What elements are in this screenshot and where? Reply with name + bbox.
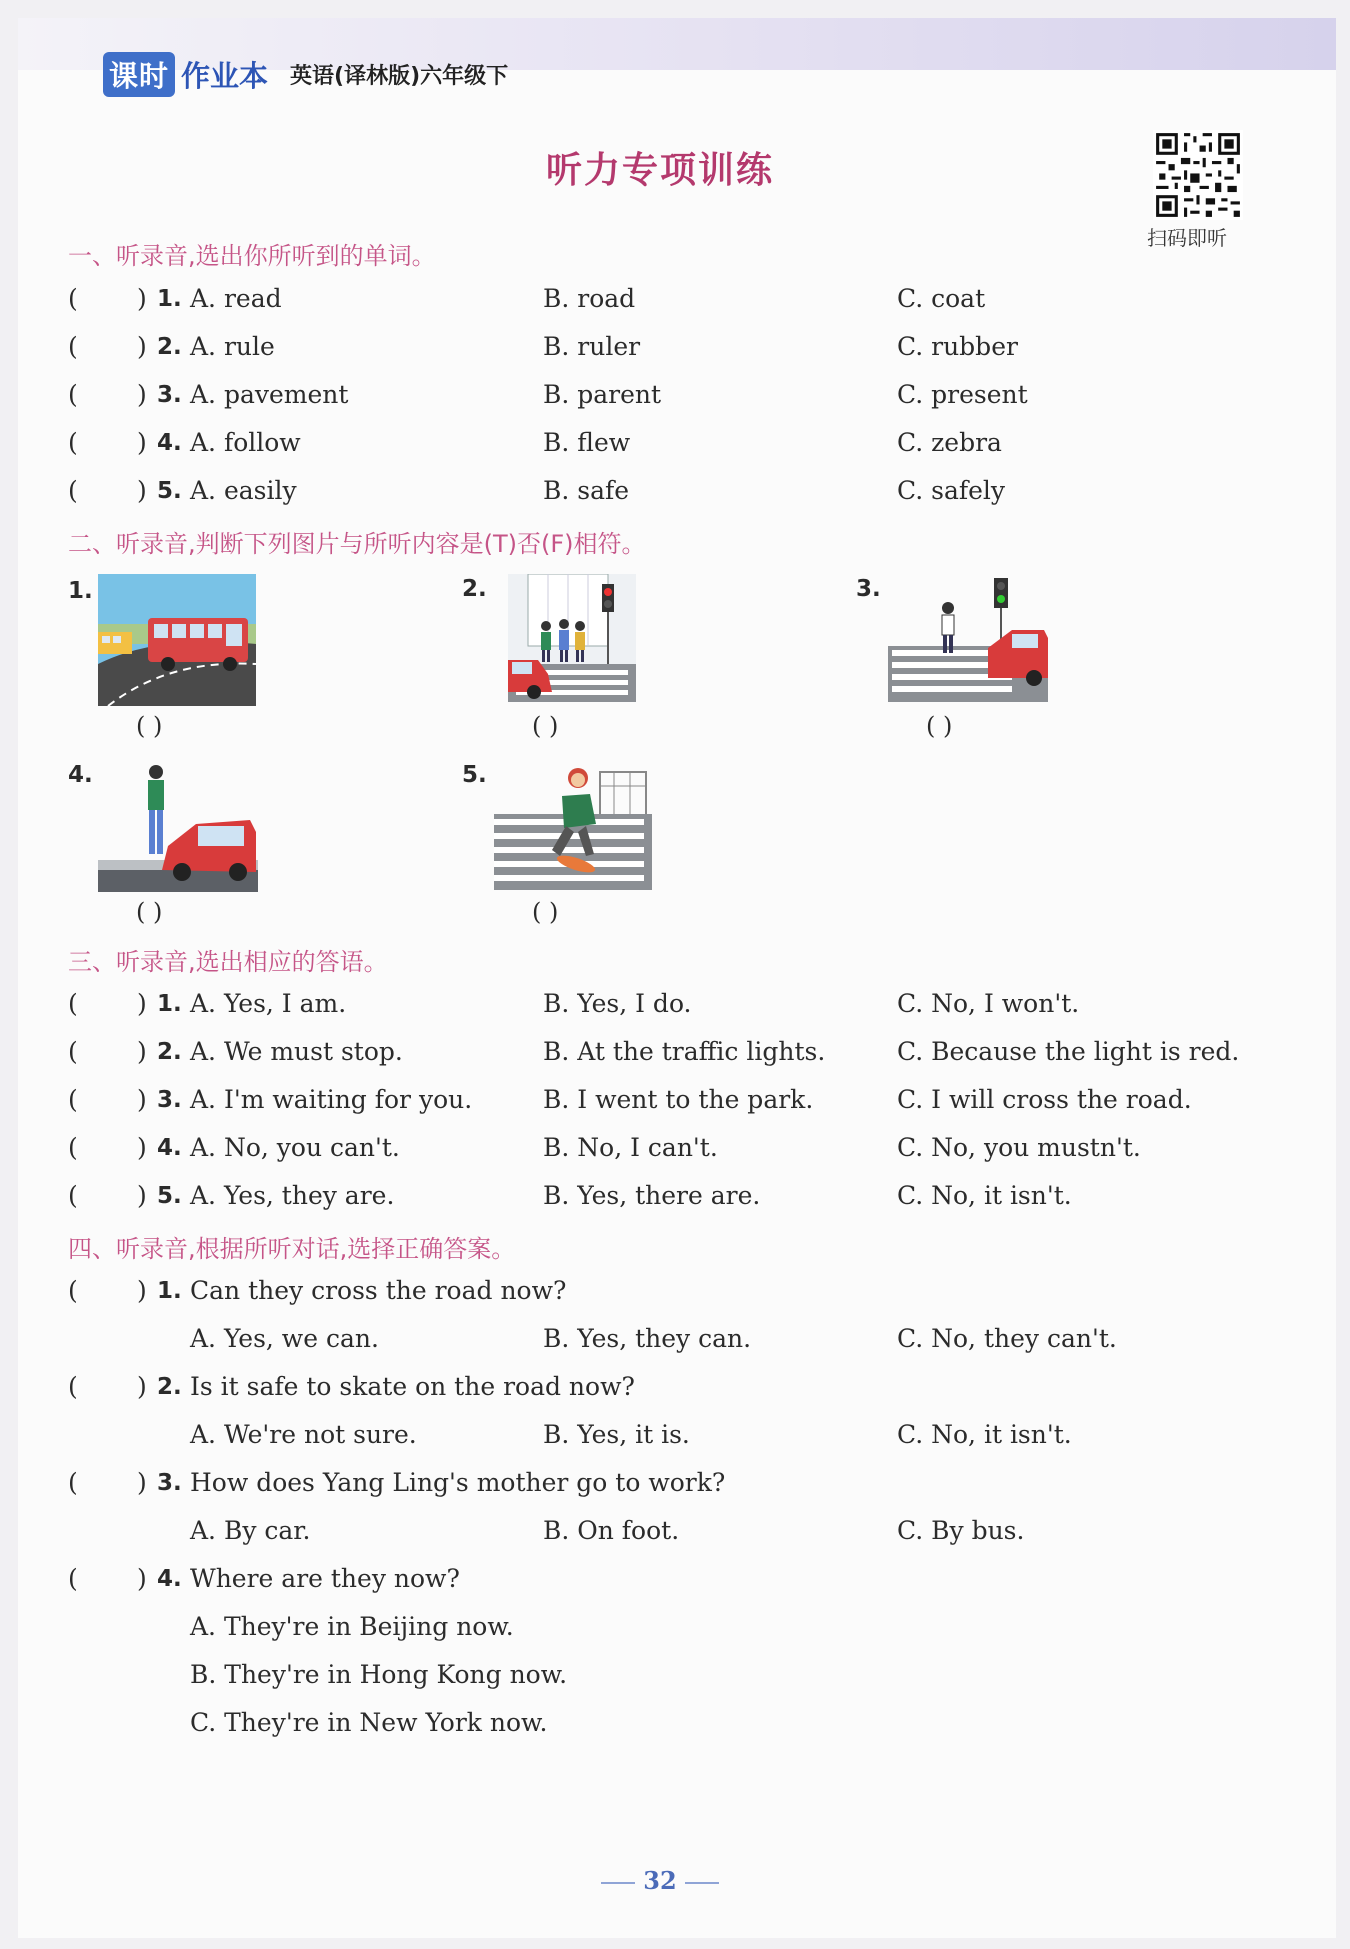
page-footer bbox=[0, 1866, 1320, 1895]
question-number: 5. bbox=[157, 1183, 182, 1209]
s4-options-row bbox=[0, 1324, 1350, 1364]
answer-paren-close: ) bbox=[137, 428, 147, 457]
question-number: 1. bbox=[157, 991, 182, 1017]
option-b: B. They're in Hong Kong now. bbox=[190, 1660, 568, 1689]
option-a: A. read bbox=[190, 284, 282, 313]
answer-paren-open[interactable]: ( bbox=[68, 1037, 78, 1066]
option-b: B. Yes, there are. bbox=[543, 1181, 761, 1210]
answer-paren-open[interactable]: ( bbox=[68, 284, 78, 313]
option-b: B. Yes, it is. bbox=[543, 1420, 690, 1449]
section-2-heading: 二、听录音,判断下列图片与所听内容是(T)否(F)相符。 bbox=[68, 530, 646, 558]
option-a: A. By car. bbox=[190, 1516, 311, 1545]
section-3-heading: 三、听录音,选出相应的答语。 bbox=[68, 948, 388, 976]
option-c: C. No, it isn't. bbox=[897, 1181, 1072, 1210]
s3-question-row bbox=[0, 1085, 1350, 1125]
option-c: C. By bus. bbox=[897, 1516, 1025, 1545]
option-c: C. rubber bbox=[897, 332, 1018, 361]
answer-paren-close: ) bbox=[137, 1372, 147, 1401]
option-c: C. No, they can't. bbox=[897, 1324, 1117, 1353]
option-a: A. rule bbox=[190, 332, 275, 361]
question-text: Where are they now? bbox=[190, 1564, 460, 1593]
answer-paren-open[interactable]: ( bbox=[68, 380, 78, 409]
option-b: B. At the traffic lights. bbox=[543, 1037, 826, 1066]
question-number: 2. bbox=[157, 1039, 182, 1065]
answer-paren-open[interactable]: ( bbox=[68, 1181, 78, 1210]
answer-blank[interactable]: ( ) bbox=[136, 898, 163, 926]
s1-question-row bbox=[0, 284, 1350, 324]
option-b: B. parent bbox=[543, 380, 662, 409]
option-c: C. No, I won't. bbox=[897, 989, 1080, 1018]
option-c: C. They're in New York now. bbox=[190, 1708, 548, 1737]
boy-crossing-picture-icon bbox=[888, 578, 1048, 702]
question-number: 4. bbox=[157, 1566, 182, 1592]
option-a: A. No, you can't. bbox=[190, 1133, 400, 1162]
answer-paren-open[interactable]: ( bbox=[68, 428, 78, 457]
answer-paren-open[interactable]: ( bbox=[68, 476, 78, 505]
option-b: B. No, I can't. bbox=[543, 1133, 718, 1162]
answer-paren-open[interactable]: ( bbox=[68, 1085, 78, 1114]
option-c: C. coat bbox=[897, 284, 986, 313]
option-b: B. ruler bbox=[543, 332, 641, 361]
footer-dash-left bbox=[601, 1882, 635, 1884]
answer-blank[interactable]: ( ) bbox=[532, 712, 559, 740]
answer-paren-open[interactable]: ( bbox=[68, 1133, 78, 1162]
question-number: 4. bbox=[157, 430, 182, 456]
option-a: A. easily bbox=[190, 476, 297, 505]
option-a: A. pavement bbox=[190, 380, 349, 409]
answer-paren-open[interactable]: ( bbox=[68, 1564, 78, 1593]
footer-dash-right bbox=[685, 1882, 719, 1884]
picture-number: 1. bbox=[68, 578, 93, 604]
answer-paren-open[interactable]: ( bbox=[68, 989, 78, 1018]
answer-paren-open[interactable]: ( bbox=[68, 1372, 78, 1401]
answer-blank[interactable]: ( ) bbox=[136, 712, 163, 740]
answer-paren-close: ) bbox=[137, 332, 147, 361]
boy-skating-picture-icon bbox=[494, 766, 652, 890]
option-b: B. Yes, I do. bbox=[543, 989, 692, 1018]
question-number: 5. bbox=[157, 478, 182, 504]
question-number: 2. bbox=[157, 334, 182, 360]
question-number: 2. bbox=[157, 1374, 182, 1400]
option-c: C. present bbox=[897, 380, 1028, 409]
s3-question-row bbox=[0, 1181, 1350, 1221]
question-text: How does Yang Ling's mother go to work? bbox=[190, 1468, 726, 1497]
option-c: C. safely bbox=[897, 476, 1006, 505]
question-number: 1. bbox=[157, 1278, 182, 1304]
s4-options-row bbox=[0, 1612, 1350, 1652]
option-a: A. Yes, we can. bbox=[190, 1324, 379, 1353]
answer-paren-open[interactable]: ( bbox=[68, 332, 78, 361]
answer-paren-close: ) bbox=[137, 1085, 147, 1114]
option-b: B. Yes, they can. bbox=[543, 1324, 752, 1353]
option-c: C. No, it isn't. bbox=[897, 1420, 1072, 1449]
question-number: 3. bbox=[157, 1087, 182, 1113]
answer-paren-close: ) bbox=[137, 1181, 147, 1210]
brand-name: 作业本 bbox=[181, 59, 269, 93]
s4-options-row bbox=[0, 1708, 1350, 1748]
crossing-picture-icon bbox=[508, 574, 636, 702]
option-c: C. Because the light is red. bbox=[897, 1037, 1240, 1066]
brand-logo: 课时 bbox=[103, 52, 175, 97]
s1-question-row bbox=[0, 476, 1350, 516]
picture-number: 5. bbox=[462, 762, 487, 788]
answer-paren-close: ) bbox=[137, 284, 147, 313]
answer-paren-open[interactable]: ( bbox=[68, 1276, 78, 1305]
brand bbox=[103, 52, 508, 97]
s3-question-row bbox=[0, 1037, 1350, 1077]
question-text: Is it safe to skate on the road now? bbox=[190, 1372, 635, 1401]
answer-paren-close: ) bbox=[137, 380, 147, 409]
s3-question-row bbox=[0, 1133, 1350, 1173]
answer-blank[interactable]: ( ) bbox=[926, 712, 953, 740]
section-1-heading: 一、听录音,选出你所听到的单词。 bbox=[68, 242, 436, 270]
s4-options-row bbox=[0, 1516, 1350, 1556]
s1-question-row bbox=[0, 332, 1350, 372]
qr-code-icon[interactable] bbox=[1153, 130, 1243, 220]
s4-options-row bbox=[0, 1420, 1350, 1460]
answer-paren-close: ) bbox=[137, 1276, 147, 1305]
option-c: C. zebra bbox=[897, 428, 1002, 457]
boy-pavement-picture-icon bbox=[98, 760, 258, 892]
answer-paren-close: ) bbox=[137, 1564, 147, 1593]
s4-question-row bbox=[0, 1276, 1350, 1316]
option-a: A. follow bbox=[190, 428, 301, 457]
picture-number: 2. bbox=[462, 576, 487, 602]
question-number: 4. bbox=[157, 1135, 182, 1161]
option-a: A. We're not sure. bbox=[190, 1420, 417, 1449]
option-c: C. No, you mustn't. bbox=[897, 1133, 1141, 1162]
answer-paren-close: ) bbox=[137, 989, 147, 1018]
picture-number: 4. bbox=[68, 762, 93, 788]
option-b: B. On foot. bbox=[543, 1516, 680, 1545]
section-4-heading: 四、听录音,根据所听对话,选择正确答案。 bbox=[68, 1235, 516, 1263]
s3-question-row bbox=[0, 989, 1350, 1029]
qr-caption: 扫码即听 bbox=[1147, 226, 1227, 250]
picture-number: 3. bbox=[856, 576, 881, 602]
s4-question-row bbox=[0, 1468, 1350, 1508]
question-text: Can they cross the road now? bbox=[190, 1276, 567, 1305]
s4-question-row bbox=[0, 1372, 1350, 1412]
answer-paren-open[interactable]: ( bbox=[68, 1468, 78, 1497]
answer-paren-close: ) bbox=[137, 1133, 147, 1162]
option-b: B. safe bbox=[543, 476, 630, 505]
question-number: 3. bbox=[157, 1470, 182, 1496]
answer-paren-close: ) bbox=[137, 1468, 147, 1497]
answer-paren-close: ) bbox=[137, 1037, 147, 1066]
question-number: 3. bbox=[157, 382, 182, 408]
s1-question-row bbox=[0, 380, 1350, 420]
option-c: C. I will cross the road. bbox=[897, 1085, 1192, 1114]
option-a: A. We must stop. bbox=[190, 1037, 403, 1066]
option-a: A. They're in Beijing now. bbox=[190, 1612, 514, 1641]
option-b: B. flew bbox=[543, 428, 631, 457]
option-b: B. road bbox=[543, 284, 636, 313]
s1-question-row bbox=[0, 428, 1350, 468]
page-number: 32 bbox=[643, 1866, 677, 1895]
option-a: A. Yes, they are. bbox=[190, 1181, 395, 1210]
page-title: 听力专项训练 bbox=[545, 150, 774, 191]
question-number: 1. bbox=[157, 286, 182, 312]
book-subtitle: 英语(译林版)六年级下 bbox=[290, 64, 509, 89]
option-a: A. Yes, I am. bbox=[190, 989, 347, 1018]
option-a: A. I'm waiting for you. bbox=[190, 1085, 473, 1114]
option-b: B. I went to the park. bbox=[543, 1085, 814, 1114]
bus-picture-icon bbox=[98, 574, 256, 706]
s4-question-row bbox=[0, 1564, 1350, 1604]
s4-options-row bbox=[0, 1660, 1350, 1700]
answer-paren-close: ) bbox=[137, 476, 147, 505]
answer-blank[interactable]: ( ) bbox=[532, 898, 559, 926]
